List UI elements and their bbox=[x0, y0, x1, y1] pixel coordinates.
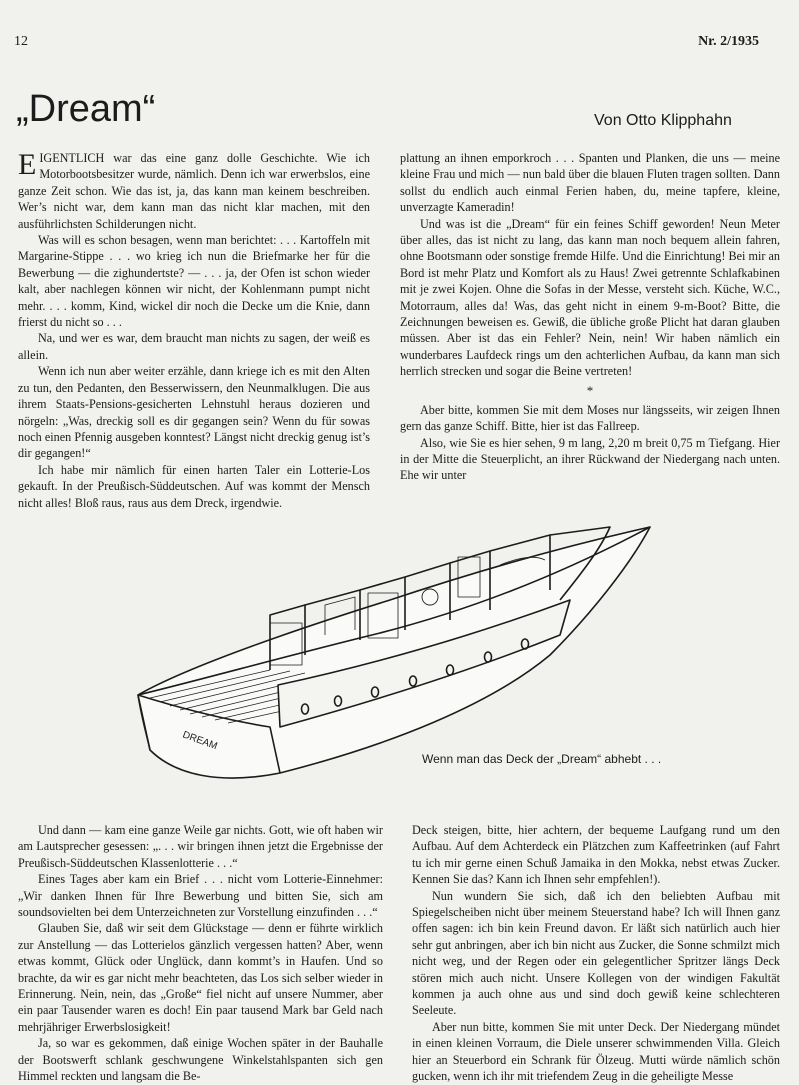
column-1 bbox=[18, 150, 370, 511]
illustration-caption: Wenn man das Deck der „Dream“ abhebt . . . bbox=[422, 752, 662, 766]
paragraph: Glauben Sie, daß wir seit dem Glückstage — denn er führte wirklich zur Anstellung — das Lotterielos gänzlich vergessen hatten? Aber, wenn etwas kommt, Glück oder Unglück, dann kommt’s in Haufen. Und so brachte, da wir es gar nicht mehr beachteten, das Los sich selber wieder in Erinnerung. Nein, nein, das „Große“ fiel nicht auf unsere Nummer, aber ein paar Tausender waren es doch! Ein paar tausend Mark bar Geld nach mehrjähriger Erwerbslosigkeit! bbox=[18, 921, 383, 1034]
article-author: Von Otto Klipphahn bbox=[594, 112, 732, 129]
paragraph: Aber nun bitte, kommen Sie mit unter Deck. Der Niedergang mündet in einen kleinen Vorraum, die Diele unserer schwimmenden Villa. Gleich hier an Steuerbord ein Schrank für Ölzeug. Mutti würde nämlich schön gucken, wenn ich ihr mit triefendem Zeug in die geheiligte Messe bbox=[412, 1019, 780, 1084]
paragraph: Wenn ich nun aber weiter erzähle, dann kriege ich es mit den Alten zu tun, den Pedanten, den Besserwissern, den Neunmalklugen. Die aus ihrem Staats-Pensions-gesicherten Lehnstuhl heraus dozieren und nörgeln: „Was, dreckig soll es dir gegangen sein? Wenn du für sowas noch einen Pfennig ausgeben konntest? Längst nicht dreckig genug ist’s dir gegangen!“ bbox=[18, 364, 370, 461]
paragraph: EIGENTLICH war das eine ganz dolle Geschichte. Wie ich Motorbootsbesitzer wurde, nämlich. Denn ich war erwerbslos, eine ganze Zeit schon. Wie das ist, ja, das kann man keinem beschreiben. Wer’s nicht war, dem kann man das nicht klar machen, mit den ausführlichsten Schilderungen nicht. bbox=[18, 148, 370, 231]
paragraph: Ich habe mir nämlich für einen harten Taler ein Lotterie-Los gekauft. In der Preußisch-Süddeutschen. Auf was kommt der Mensch nicht alles! Bloß raus, raus aus dem Dreck, irgendwie. bbox=[18, 462, 370, 510]
paragraph: Was will es schon besagen, wenn man berichtet: . . . Kartoffeln mit Margarine-Stippe . . . wo krieg ich nun die Briefmarke her für die Bewerbung — die zighundertste? — . . . ja, der Ofen ist schon wieder kalt, aber nachlegen können wir nicht, der Kohlenmann pumpt nicht mehr. . . . komm, Kind, wickel dir noch die Decke um die Knie, dann frierst du nicht so . . . bbox=[18, 233, 370, 330]
section-separator: * bbox=[586, 382, 594, 398]
issue-number: Nr. 2/1935 bbox=[698, 34, 759, 49]
paragraph: Eines Tages aber kam ein Brief . . . nicht vom Lotterie-Einnehmer: „Wir danken Ihnen für Ihre Bewerbung und bitten Sie, sich am soundsovielten bei dem Unterzeichneten zur Vorstellung einzufinden . . .“ bbox=[18, 872, 383, 920]
column-2 bbox=[400, 150, 780, 484]
hull-name-label: DREAM bbox=[180, 729, 219, 753]
paragraph: Ja, so war es gekommen, daß einige Wochen später in der Bauhalle der Bootswerft schlank geschwungene Winkelstahlspanten sich gen Himmel reckten und langsam die Be- bbox=[18, 1036, 383, 1084]
column-3 bbox=[18, 822, 383, 1085]
column-4 bbox=[412, 822, 780, 1085]
paragraph: plattung an ihnen emporkroch . . . Spanten und Planken, die uns — meine kleine Frau und mich — nun bald über die blauen Fluten tragen sollten. Dann sollst du endlich auch einmal Ferien haben, du, meine tapfere, kleine, unverzagte Kameradin! bbox=[400, 151, 780, 215]
paragraph: Deck steigen, bitte, hier achtern, der bequeme Laufgang rund um den Aufbau. Auf dem Achterdeck ein Plätzchen zum Kaffeetrinken (auf Fahrt tu ich mir gerne einen Schuß Jamaika in den Mokka, nebst etwas Zucker. Kennen Sie das? Kann ich Ihnen sehr empfehlen!). bbox=[412, 823, 780, 887]
paragraph: Und dann — kam eine ganze Weile gar nichts. Gott, wie oft haben wir am Lautsprecher gesessen: „. . . wir bringen ihnen jetzt die Ergebnisse der Preußisch-Süddeutschen Klassenlotterie . . .“ bbox=[18, 823, 383, 870]
drop-cap: E bbox=[18, 148, 37, 181]
paragraph: Aber bitte, kommen Sie mit dem Moses nur längsseits, wir zeigen Ihnen gern das ganze Schiff. Bitte, hier ist das Fallreep. bbox=[400, 402, 780, 434]
paragraph: Nun wundern Sie sich, daß ich den beliebten Aufbau mit Spiegelscheiben nicht über meinem Steuerstand habe? Ich will Ihnen ganz offen sagen: ich bin kein Freund davon. Er läßt sich natürlich auch hier sehr gut anbringen, aber ich bin nicht aus Zucker, die Sonne schmilzt mich nicht weg, und der Regen oder ein gelegentlicher Spritzer längs Deck stören mich auch nicht. Unsere Kollegen von der windigen Fakultät kommen ja auch ohne aus und sind doch gewiß keine schlechteren Seeleute. bbox=[412, 888, 780, 1018]
page-number: 12 bbox=[14, 34, 28, 49]
paragraph: Und was ist die „Dream“ für ein feines Schiff geworden! Neun Meter über alles, das ist nicht zu lang, das kann man noch bequem allein fahren, ohne Bootsmann oder sonstige fremde Hilfe. Und die Einrichtung! Bei mir an Bord ist mehr Platz und Komfort als zu Haus! Zwei getrennte Schlafkabinen mit je zwei Kojen. Ohne die Sofas in der Messe, versteht sich. Küche, W.C., Motorraum, alles da! Was, das geht nicht in einem 9-m-Boot? Bitte, die Zeichnungen beweisen es. Gewiß, die übliche große Plicht hat daran glauben müssen. Aber ist das ein Fehler? Nein, nein! Wir haben nämlich ein wunderbares Laufdeck rings um den achterlichen Aufbau, da kann man sich herrlich strecken und sogar die Beine vertreten! bbox=[400, 216, 780, 379]
paragraph: Na, und wer es war, dem braucht man nichts zu sagen, der weiß es allein. bbox=[18, 331, 370, 362]
paragraph: Also, wie Sie es hier sehen, 9 m lang, 2,20 m breit 0,75 m Tiefgang. Hier in der Mitte die Steuerplicht, an ihrer Rückwand der Niedergang nach unten. Ehe wir unter bbox=[400, 435, 780, 483]
article-title: „Dream“ bbox=[16, 88, 156, 130]
